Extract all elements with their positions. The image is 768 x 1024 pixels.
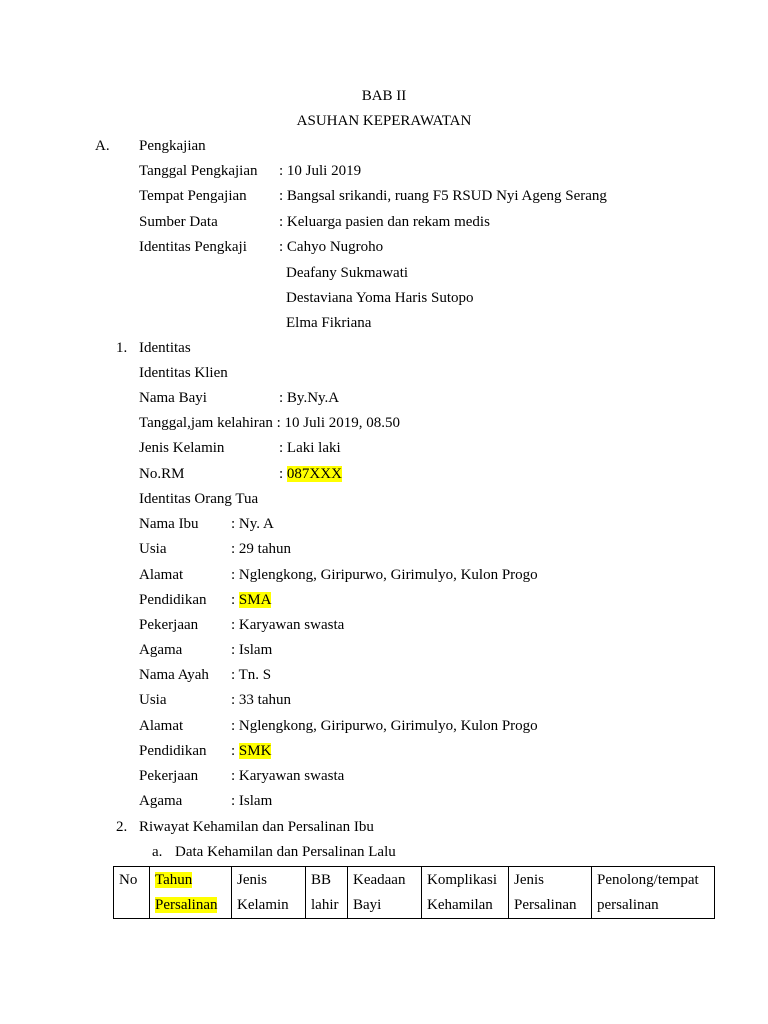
mother-education-value <box>231 591 271 609</box>
data-source-value: : Keluarga pasien dan rekam medis <box>279 214 490 230</box>
father-name-label: Nama Ayah <box>139 667 209 683</box>
past-pregnancy-table <box>113 866 715 919</box>
father-name-value: : Tn. S <box>231 667 272 683</box>
header-text: lahir <box>311 897 339 913</box>
assessment-date-value: : 10 Juli 2019 <box>279 163 362 179</box>
assessor-name: Deafany Sukmawati <box>286 265 409 281</box>
birth-datetime-line: Tanggal,jam kelahiran : 10 Juli 2019, 08.50 <box>139 415 400 431</box>
mother-address-label: Alamat <box>139 567 184 583</box>
data-source-label: Sumber Data <box>139 214 218 230</box>
item-1-label: Identitas <box>139 340 191 356</box>
mother-religion-label: Agama <box>139 642 183 658</box>
medical-record-label: No.RM <box>139 466 185 482</box>
father-age-value: : 33 tahun <box>231 692 291 708</box>
colon-prefix: : <box>279 466 287 482</box>
mother-address-value: : Nglengkong, Giripurwo, Girimulyo, Kulon Progo <box>231 567 538 583</box>
mother-occupation-label: Pekerjaan <box>139 617 199 633</box>
col-header-jenis-persalinan <box>509 867 592 919</box>
header-text: Komplikasi <box>427 872 497 888</box>
father-occupation-label: Pekerjaan <box>139 768 199 784</box>
assessment-place-label: Tempat Pengajian <box>139 188 247 204</box>
header-text: persalinan <box>597 897 659 913</box>
header-text: Persalinan <box>514 897 577 913</box>
section-a-label: Pengkajian <box>139 138 206 154</box>
header-text: Kehamilan <box>427 897 493 913</box>
highlighted-education: SMK <box>238 743 272 759</box>
father-address-label: Alamat <box>139 718 184 734</box>
col-header-jenis-kelamin <box>232 867 306 919</box>
chapter-title: ASUHAN KEPERAWATAN <box>296 113 472 129</box>
header-text: Persalinan <box>155 897 218 913</box>
baby-name-value: : By.Ny.A <box>279 390 340 406</box>
highlighted-record-number: 087XXX <box>286 466 342 482</box>
header-text: No <box>119 872 138 888</box>
item-2-number: 2. <box>116 819 128 835</box>
father-education-value <box>231 742 271 760</box>
assessment-place-value: : Bangsal srikandi, ruang F5 RSUD Nyi Ageng Serang <box>279 188 607 204</box>
mother-occupation-value: : Karyawan swasta <box>231 617 345 633</box>
col-header-tahun-persalinan <box>150 867 232 919</box>
header-text: Jenis <box>237 872 267 888</box>
header-text: Bayi <box>353 897 382 913</box>
colon-prefix: : <box>231 743 239 759</box>
table-header-row <box>114 867 715 919</box>
colon-prefix: : <box>231 592 239 608</box>
sub-a-letter: a. <box>152 844 163 860</box>
col-header-komplikasi <box>422 867 509 919</box>
col-header-keadaan-bayi <box>348 867 422 919</box>
father-occupation-value: : Karyawan swasta <box>231 768 345 784</box>
father-age-label: Usia <box>139 692 167 708</box>
client-heading: Identitas Klien <box>139 365 228 381</box>
item-1-number: 1. <box>116 340 128 356</box>
mother-name-label: Nama Ibu <box>139 516 199 532</box>
mother-age-value: : 29 tahun <box>231 541 291 557</box>
highlighted-education: SMA <box>238 592 272 608</box>
father-religion-value: : Islam <box>231 793 273 809</box>
assessor-value: : Cahyo Nugroho <box>279 239 384 255</box>
assessment-date-label: Tanggal Pengkajian <box>139 163 258 179</box>
gender-value: : Laki laki <box>279 440 341 456</box>
chapter-heading: BAB II <box>361 88 407 104</box>
header-text: Tahun <box>155 872 193 888</box>
mother-name-value: : Ny. A <box>231 516 274 532</box>
gender-label: Jenis Kelamin <box>139 440 225 456</box>
header-text: Jenis <box>514 872 544 888</box>
assessor-label: Identitas Pengkaji <box>139 239 247 255</box>
header-text: Keadaan <box>353 872 406 888</box>
header-text: Penolong/tempat <box>597 872 699 888</box>
mother-age-label: Usia <box>139 541 167 557</box>
col-header-no <box>114 867 150 919</box>
baby-name-label: Nama Bayi <box>139 390 207 406</box>
mother-education-label: Pendidikan <box>139 592 207 608</box>
col-header-bb-lahir <box>306 867 348 919</box>
header-text: Kelamin <box>237 897 289 913</box>
sub-a-label: Data Kehamilan dan Persalinan Lalu <box>175 844 396 860</box>
item-2-label: Riwayat Kehamilan dan Persalinan Ibu <box>139 819 374 835</box>
parents-heading: Identitas Orang Tua <box>139 491 259 507</box>
section-a-letter: A. <box>95 138 110 154</box>
father-religion-label: Agama <box>139 793 183 809</box>
mother-religion-value: : Islam <box>231 642 273 658</box>
medical-record-value <box>279 465 342 483</box>
father-address-value: : Nglengkong, Giripurwo, Girimulyo, Kulon Progo <box>231 718 538 734</box>
father-education-label: Pendidikan <box>139 743 207 759</box>
header-text: BB <box>311 872 332 888</box>
assessor-name: Elma Fikriana <box>286 315 372 331</box>
col-header-penolong <box>592 867 715 919</box>
assessor-name: Destaviana Yoma Haris Sutopo <box>286 290 474 306</box>
